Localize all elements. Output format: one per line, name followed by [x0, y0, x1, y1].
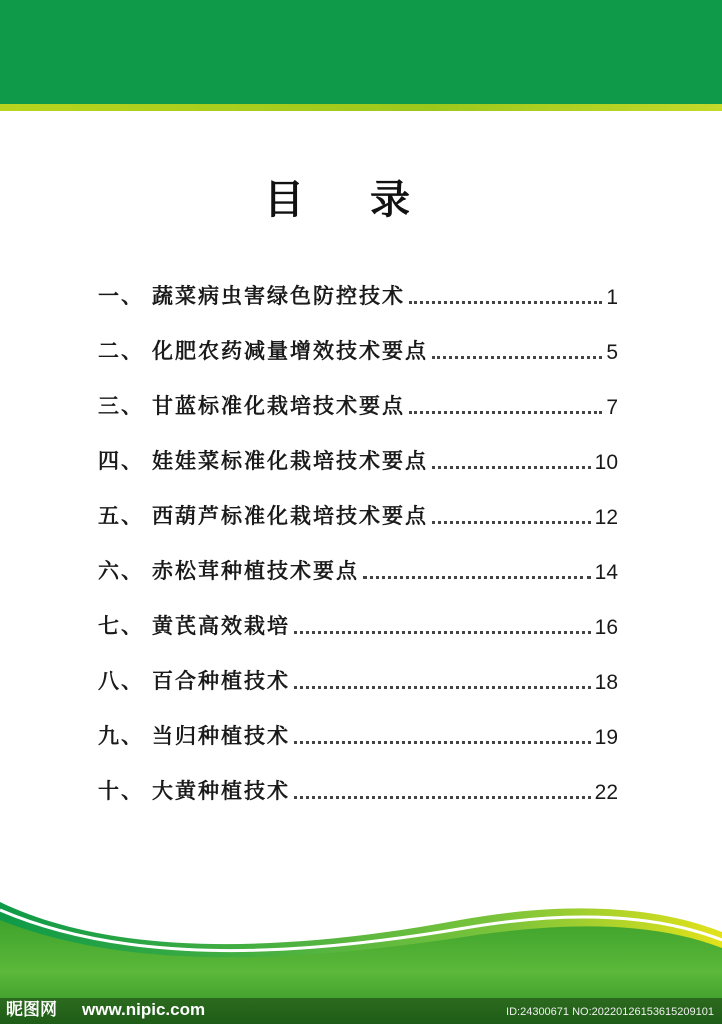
toc-entry-page: 5: [606, 341, 618, 364]
toc-leader-dots: [432, 356, 602, 359]
toc-entry-number: 三、: [98, 393, 144, 418]
toc-leader-dots: [363, 576, 591, 579]
toc-entry-title: 化肥农药减量增效技术要点: [152, 338, 428, 363]
toc-leader-dots: [432, 466, 591, 469]
toc-entry-number: 六、: [98, 558, 144, 583]
toc-entry-number: 十、: [98, 778, 144, 803]
header-green-band: [0, 0, 722, 104]
toc-entry-title: 蔬菜病虫害绿色防控技术: [152, 283, 405, 308]
toc-entry-title: 当归种植技术: [152, 723, 290, 748]
toc-leader-dots: [294, 686, 591, 689]
toc-entry-page: 14: [594, 561, 618, 584]
table-of-contents: [98, 255, 618, 805]
toc-entry-title: 黄芪高效栽培: [152, 613, 290, 638]
toc-entry[interactable]: [98, 695, 618, 750]
toc-entry-title: 娃娃菜标准化栽培技术要点: [152, 448, 428, 473]
watermark-bar: [0, 998, 722, 1024]
toc-entry[interactable]: [98, 255, 618, 310]
watermark-logo: 昵图网: [6, 1000, 57, 1020]
toc-entry-page: 7: [606, 396, 618, 419]
toc-leader-dots: [294, 796, 591, 799]
toc-entry-title: 赤松茸种植技术要点: [152, 558, 359, 583]
toc-leader-dots: [432, 521, 591, 524]
toc-entry-title: 大黄种植技术: [152, 778, 290, 803]
toc-entry-number: 九、: [98, 723, 144, 748]
toc-entry-number: 一、: [98, 283, 144, 308]
header-accent-stripe: [0, 104, 722, 111]
toc-entry[interactable]: [98, 310, 618, 365]
page-title: 目 录: [264, 176, 436, 223]
toc-leader-dots: [294, 631, 591, 634]
toc-leader-dots: [409, 411, 602, 414]
toc-leader-dots: [409, 301, 602, 304]
toc-entry-page: 22: [594, 781, 618, 804]
toc-entry[interactable]: [98, 420, 618, 475]
toc-entry-page: 1: [606, 286, 618, 309]
toc-entry-number: 二、: [98, 338, 144, 363]
watermark-url: www.nipic.com: [82, 1000, 206, 1019]
toc-entry-page: 18: [594, 671, 618, 694]
toc-entry-number: 四、: [98, 448, 144, 473]
toc-leader-dots: [294, 741, 591, 744]
toc-entry-page: 12: [594, 506, 618, 529]
watermark-id: ID:24300671 NO:20220126153615209101: [506, 1006, 714, 1018]
toc-entry-title: 甘蓝标准化栽培技术要点: [152, 393, 405, 418]
toc-entry[interactable]: [98, 640, 618, 695]
toc-entry-number: 八、: [98, 668, 144, 693]
toc-entry[interactable]: [98, 750, 618, 805]
toc-entry-page: 19: [594, 726, 618, 749]
toc-entry-title: 西葫芦标准化栽培技术要点: [152, 503, 428, 528]
toc-entry-page: 10: [594, 451, 618, 474]
toc-entry[interactable]: [98, 475, 618, 530]
toc-entry[interactable]: [98, 530, 618, 585]
toc-entry[interactable]: [98, 585, 618, 640]
toc-entry-number: 七、: [98, 613, 144, 638]
toc-entry-number: 五、: [98, 503, 144, 528]
toc-entry[interactable]: [98, 365, 618, 420]
toc-entry-title: 百合种植技术: [152, 668, 290, 693]
toc-entry-page: 16: [594, 616, 618, 639]
